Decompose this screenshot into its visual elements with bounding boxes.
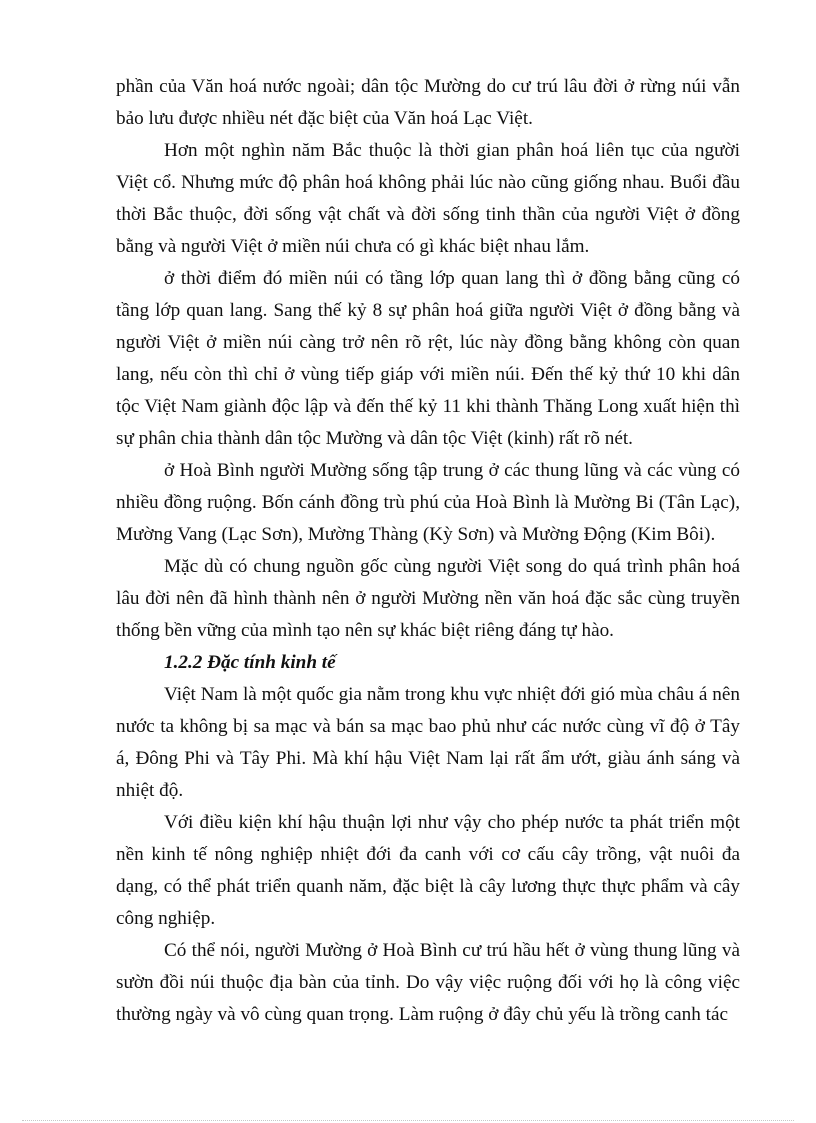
page-bottom-divider xyxy=(22,1120,794,1121)
paragraph-bac-thuoc: Hơn một nghìn năm Bắc thuộc là thời gian phân hoá liên tục của người Việt cổ. Nhưng mức độ phân hoá không phải lúc nào cũng giống nhau. Buổi đầu thời Bắc thuộc, đời sống vật chất và đời sống tinh thần của người Việt ở đồng bằng và người Việt ở miền núi chưa có gì khác biệt nhau lắm. xyxy=(116,140,740,257)
paragraph-khi-hau: Việt Nam là một quốc gia nằm trong khu vực nhiệt đới gió mùa châu á nên nước ta không bị sa mạc và bán sa mạc bao phủ như các nước cùng vĩ độ ở Tây á, Đông Phi và Tây Phi. Mà khí hậu Việt Nam lại rất ẩm ướt, giàu ánh sáng và nhiệt độ. xyxy=(116,684,740,801)
paragraph-nguon-goc: Mặc dù có chung nguồn gốc cùng người Việt song do quá trình phân hoá lâu đời nên đã hình thành nên ở người Mường nền văn hoá đặc sắc cùng truyền thống bền vững của mình tạo nên sự khác biệt riêng đáng tự hào. xyxy=(116,556,740,641)
document-page xyxy=(116,71,740,1031)
paragraph-quan-lang: ở thời điểm đó miền núi có tầng lớp quan lang thì ở đồng bằng cũng có tầng lớp quan lang. Sang thế kỷ 8 sự phân hoá giữa người Việt ở đồng bằng và người Việt ở miền núi càng trở nên rõ rệt, lúc này đồng bằng không còn quan lang, nếu còn thì chỉ ở vùng tiếp giáp với miền núi. Đến thế kỷ thứ 10 khi dân tộc Việt Nam giành độc lập và đến thế kỷ 11 khi thành Thăng Long xuất hiện thì sự phân chia thành dân tộc Mường và dân tộc Việt (kinh) rất rõ nét. xyxy=(116,268,740,449)
paragraph-nong-nghiep: Với điều kiện khí hậu thuận lợi như vậy cho phép nước ta phát triển một nền kinh tế nông nghiệp nhiệt đới đa canh với cơ cấu cây trồng, vật nuôi đa dạng, có thể phát triển quanh năm, đặc biệt là cây lương thực thực phẩm và cây công nghiệp. xyxy=(116,812,740,929)
paragraph-lam-ruong: Có thể nói, người Mường ở Hoà Bình cư trú hầu hết ở vùng thung lũng và sườn đồi núi thuộc địa bàn của tỉnh. Do vậy việc ruộng đối với họ là công việc thường ngày và vô cùng quan trọng. Làm ruộng ở đây chủ yếu là trồng canh tác xyxy=(116,940,740,1025)
paragraph-hoa-binh: ở Hoà Bình người Mường sống tập trung ở các thung lũng và các vùng có nhiều đồng ruộng. Bốn cánh đồng trù phú của Hoà Bình là Mường Bi (Tân Lạc), Mường Vang (Lạc Sơn), Mường Thàng (Kỳ Sơn) và Mường Động (Kim Bôi). xyxy=(116,460,740,545)
section-heading: 1.2.2 Đặc tính kinh tế xyxy=(164,652,336,673)
paragraph-continued: phần của Văn hoá nước ngoài; dân tộc Mường do cư trú lâu đời ở rừng núi vẫn bảo lưu được nhiều nét đặc biệt của Văn hoá Lạc Việt. xyxy=(116,76,740,129)
